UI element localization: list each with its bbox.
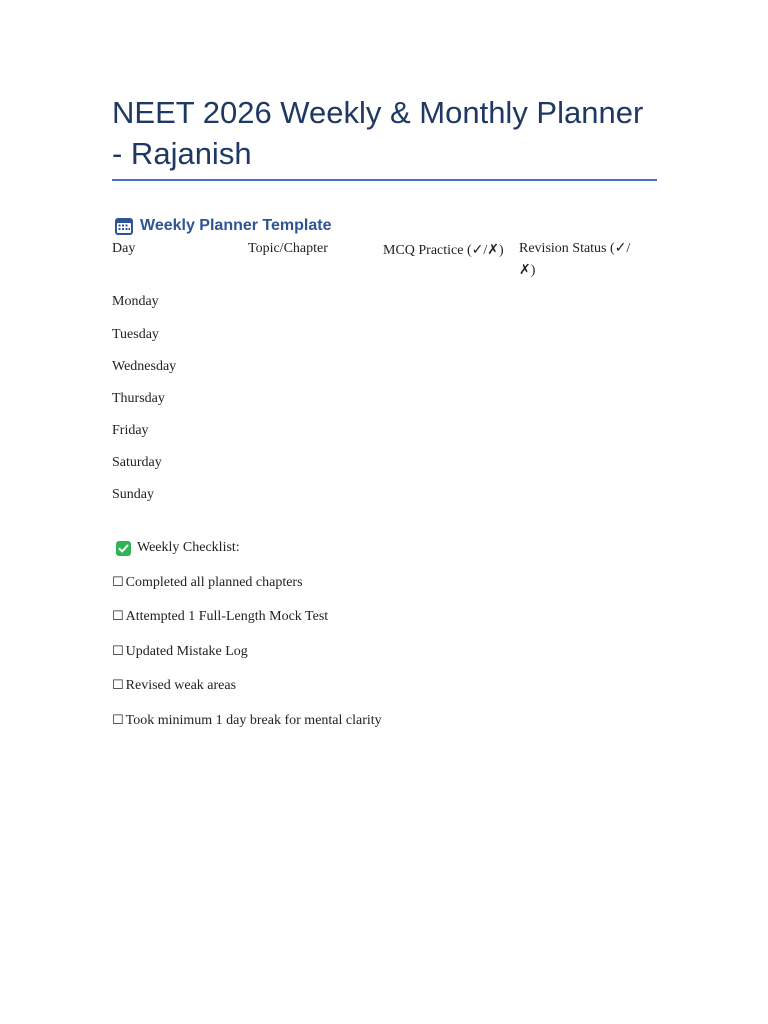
checkbox-icon: ☐ xyxy=(112,713,124,728)
checklist-item-text: Revised weak areas xyxy=(125,678,237,693)
weekly-planner-heading-text: Weekly Planner Template xyxy=(140,217,332,234)
column-header-revision: Revision Status (✓/✗) xyxy=(519,241,631,278)
table-row-day: Monday xyxy=(112,294,159,309)
weekly-checklist-heading-text: Weekly Checklist: xyxy=(137,540,240,555)
table-row-day: Friday xyxy=(112,423,149,438)
weekly-checklist-heading xyxy=(116,538,240,558)
checklist-item xyxy=(112,711,382,731)
table-row-day: Saturday xyxy=(112,455,162,470)
table-row-day: Sunday xyxy=(112,487,154,502)
weekly-planner-heading xyxy=(114,214,331,238)
checkbox-icon: ☐ xyxy=(112,644,124,659)
checklist-item xyxy=(112,642,248,662)
column-header-day: Day xyxy=(112,241,136,256)
checklist-item-text: Completed all planned chapters xyxy=(125,575,303,590)
title-underline xyxy=(112,179,657,181)
table-row-day: Tuesday xyxy=(112,327,159,342)
page-title: NEET 2026 Weekly & Monthly Planner - Rajanish xyxy=(112,95,644,171)
column-header-topic: Topic/Chapter xyxy=(248,241,328,256)
checkbox-icon: ☐ xyxy=(112,575,124,590)
checklist-item xyxy=(112,573,303,593)
checklist-item xyxy=(112,676,236,696)
checklist-item-text: Took minimum 1 day break for mental clarity xyxy=(125,713,382,728)
checklist-item-text: Updated Mistake Log xyxy=(125,644,248,659)
green-check-icon xyxy=(116,541,131,556)
calendar-icon xyxy=(114,216,134,236)
table-row-day: Thursday xyxy=(112,391,165,406)
checklist-item-text: Attempted 1 Full-Length Mock Test xyxy=(125,609,329,624)
checkbox-icon: ☐ xyxy=(112,678,124,693)
table-row-day: Wednesday xyxy=(112,359,177,374)
checkbox-icon: ☐ xyxy=(112,609,124,624)
checklist-item xyxy=(112,607,328,627)
column-header-mcq: MCQ Practice (✓/✗) xyxy=(383,243,504,258)
